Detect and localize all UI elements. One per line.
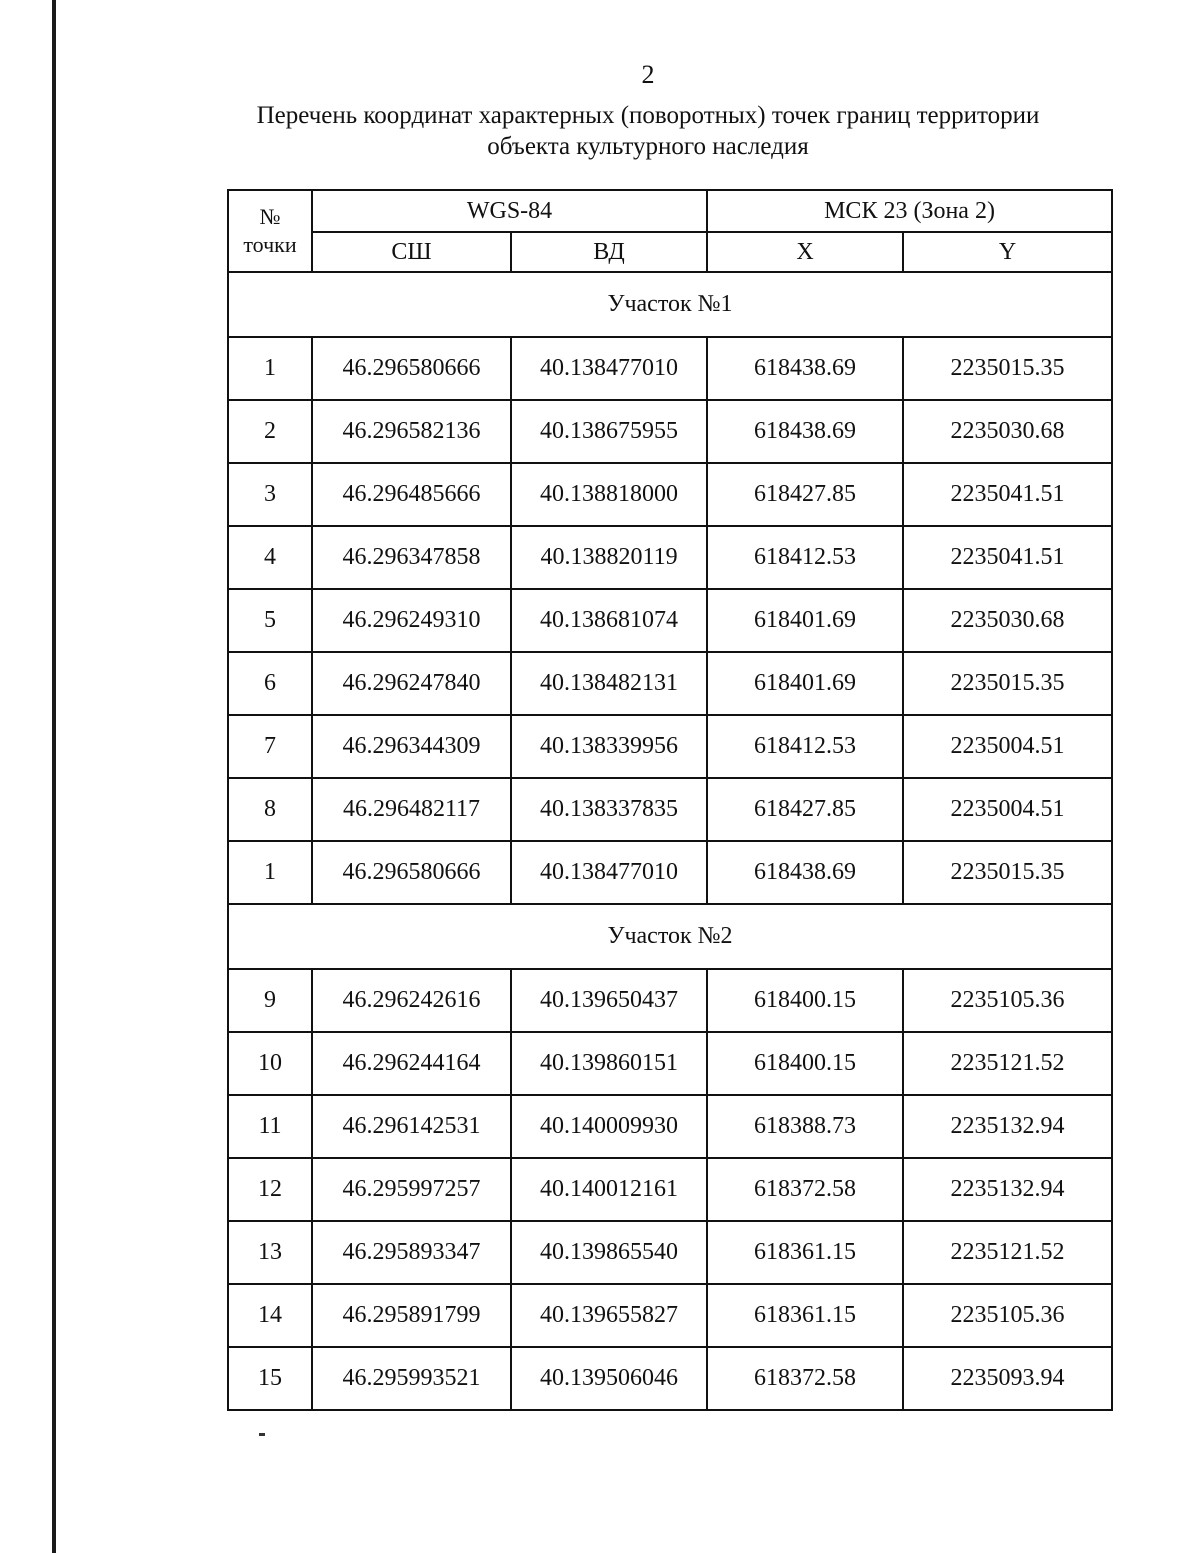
table-row xyxy=(228,589,1112,652)
x-cell: 618438.69 xyxy=(707,337,903,400)
y-cell: 2235132.94 xyxy=(903,1158,1112,1221)
msk23-header: МСК 23 (Зона 2) xyxy=(707,190,1112,232)
x-cell: 618438.69 xyxy=(707,841,903,904)
latitude-cell: 46.296582136 xyxy=(312,400,511,463)
table-row xyxy=(228,1032,1112,1095)
y-cell: 2235121.52 xyxy=(903,1221,1112,1284)
latitude-cell: 46.296242616 xyxy=(312,969,511,1032)
latitude-cell: 46.296580666 xyxy=(312,337,511,400)
x-cell: 618361.15 xyxy=(707,1284,903,1347)
scan-edge-line xyxy=(52,0,56,1553)
point-number-cell: 1 xyxy=(228,841,312,904)
latitude-cell: 46.295997257 xyxy=(312,1158,511,1221)
point-number-cell: 12 xyxy=(228,1158,312,1221)
point-number-cell: 1 xyxy=(228,337,312,400)
latitude-cell: 46.296244164 xyxy=(312,1032,511,1095)
x-cell: 618427.85 xyxy=(707,778,903,841)
x-cell: 618438.69 xyxy=(707,400,903,463)
longitude-cell: 40.138820119 xyxy=(511,526,707,589)
point-number-cell: 9 xyxy=(228,969,312,1032)
y-cell: 2235105.36 xyxy=(903,1284,1112,1347)
x-header: X xyxy=(707,232,903,272)
y-cell: 2235004.51 xyxy=(903,778,1112,841)
table-row xyxy=(228,1347,1112,1410)
y-cell: 2235030.68 xyxy=(903,400,1112,463)
title-line-1: Перечень координат характерных (поворотных) точек границ территории xyxy=(256,102,1040,129)
x-cell: 618427.85 xyxy=(707,463,903,526)
x-cell: 618361.15 xyxy=(707,1221,903,1284)
point-number-header-line2: точки xyxy=(243,232,297,257)
section-header-row xyxy=(228,272,1112,337)
x-cell: 618400.15 xyxy=(707,969,903,1032)
table-row xyxy=(228,463,1112,526)
longitude-header: ВД xyxy=(511,232,707,272)
y-cell: 2235030.68 xyxy=(903,589,1112,652)
table-row xyxy=(228,337,1112,400)
table-row xyxy=(228,841,1112,904)
stray-mark xyxy=(259,1433,265,1436)
longitude-cell: 40.140009930 xyxy=(511,1095,707,1158)
latitude-cell: 46.296485666 xyxy=(312,463,511,526)
point-number-header-line1: № xyxy=(259,204,281,229)
longitude-cell: 40.140012161 xyxy=(511,1158,707,1221)
latitude-cell: 46.296142531 xyxy=(312,1095,511,1158)
x-cell: 618372.58 xyxy=(707,1158,903,1221)
point-number-cell: 8 xyxy=(228,778,312,841)
point-number-header xyxy=(228,190,312,272)
y-cell: 2235015.35 xyxy=(903,841,1112,904)
latitude-cell: 46.295891799 xyxy=(312,1284,511,1347)
longitude-cell: 40.138477010 xyxy=(511,337,707,400)
table-row xyxy=(228,715,1112,778)
table-row xyxy=(228,778,1112,841)
y-cell: 2235132.94 xyxy=(903,1095,1112,1158)
table-row xyxy=(228,1284,1112,1347)
header-row-2 xyxy=(228,232,1112,272)
x-cell: 618401.69 xyxy=(707,589,903,652)
y-cell: 2235015.35 xyxy=(903,337,1112,400)
point-number-cell: 15 xyxy=(228,1347,312,1410)
table-row xyxy=(228,1221,1112,1284)
latitude-cell: 46.296249310 xyxy=(312,589,511,652)
y-cell: 2235093.94 xyxy=(903,1347,1112,1410)
point-number-cell: 14 xyxy=(228,1284,312,1347)
x-cell: 618372.58 xyxy=(707,1347,903,1410)
x-cell: 618412.53 xyxy=(707,715,903,778)
point-number-cell: 13 xyxy=(228,1221,312,1284)
y-cell: 2235121.52 xyxy=(903,1032,1112,1095)
point-number-cell: 11 xyxy=(228,1095,312,1158)
document-title xyxy=(0,100,1200,162)
longitude-cell: 40.138681074 xyxy=(511,589,707,652)
point-number-cell: 2 xyxy=(228,400,312,463)
header-row-1 xyxy=(228,190,1112,232)
coordinates-table xyxy=(227,189,1113,1411)
table-body xyxy=(228,272,1112,1410)
table-row xyxy=(228,652,1112,715)
point-number-cell: 10 xyxy=(228,1032,312,1095)
point-number-cell: 7 xyxy=(228,715,312,778)
section-title: Участок №2 xyxy=(228,904,1112,969)
x-cell: 618412.53 xyxy=(707,526,903,589)
latitude-header: СШ xyxy=(312,232,511,272)
y-cell: 2235041.51 xyxy=(903,463,1112,526)
longitude-cell: 40.138477010 xyxy=(511,841,707,904)
y-cell: 2235105.36 xyxy=(903,969,1112,1032)
page-number: 2 xyxy=(641,60,655,89)
y-cell: 2235004.51 xyxy=(903,715,1112,778)
longitude-cell: 40.139865540 xyxy=(511,1221,707,1284)
x-cell: 618388.73 xyxy=(707,1095,903,1158)
y-cell: 2235015.35 xyxy=(903,652,1112,715)
longitude-cell: 40.139860151 xyxy=(511,1032,707,1095)
point-number-cell: 4 xyxy=(228,526,312,589)
longitude-cell: 40.138482131 xyxy=(511,652,707,715)
point-number-cell: 6 xyxy=(228,652,312,715)
section-header-row xyxy=(228,904,1112,969)
table-row xyxy=(228,1095,1112,1158)
point-number-cell: 3 xyxy=(228,463,312,526)
table-row xyxy=(228,969,1112,1032)
latitude-cell: 46.295893347 xyxy=(312,1221,511,1284)
longitude-cell: 40.139655827 xyxy=(511,1284,707,1347)
x-cell: 618400.15 xyxy=(707,1032,903,1095)
section-title: Участок №1 xyxy=(228,272,1112,337)
x-cell: 618401.69 xyxy=(707,652,903,715)
longitude-cell: 40.138675955 xyxy=(511,400,707,463)
longitude-cell: 40.139650437 xyxy=(511,969,707,1032)
title-line-2: объекта культурного наследия xyxy=(487,133,809,160)
latitude-cell: 46.296580666 xyxy=(312,841,511,904)
y-header: Y xyxy=(903,232,1112,272)
latitude-cell: 46.296247840 xyxy=(312,652,511,715)
y-cell: 2235041.51 xyxy=(903,526,1112,589)
table-row xyxy=(228,400,1112,463)
table-row xyxy=(228,526,1112,589)
longitude-cell: 40.138818000 xyxy=(511,463,707,526)
table-row xyxy=(228,1158,1112,1221)
latitude-cell: 46.296347858 xyxy=(312,526,511,589)
point-number-cell: 5 xyxy=(228,589,312,652)
latitude-cell: 46.296482117 xyxy=(312,778,511,841)
latitude-cell: 46.296344309 xyxy=(312,715,511,778)
longitude-cell: 40.139506046 xyxy=(511,1347,707,1410)
latitude-cell: 46.295993521 xyxy=(312,1347,511,1410)
wgs84-header: WGS-84 xyxy=(312,190,707,232)
longitude-cell: 40.138339956 xyxy=(511,715,707,778)
longitude-cell: 40.138337835 xyxy=(511,778,707,841)
